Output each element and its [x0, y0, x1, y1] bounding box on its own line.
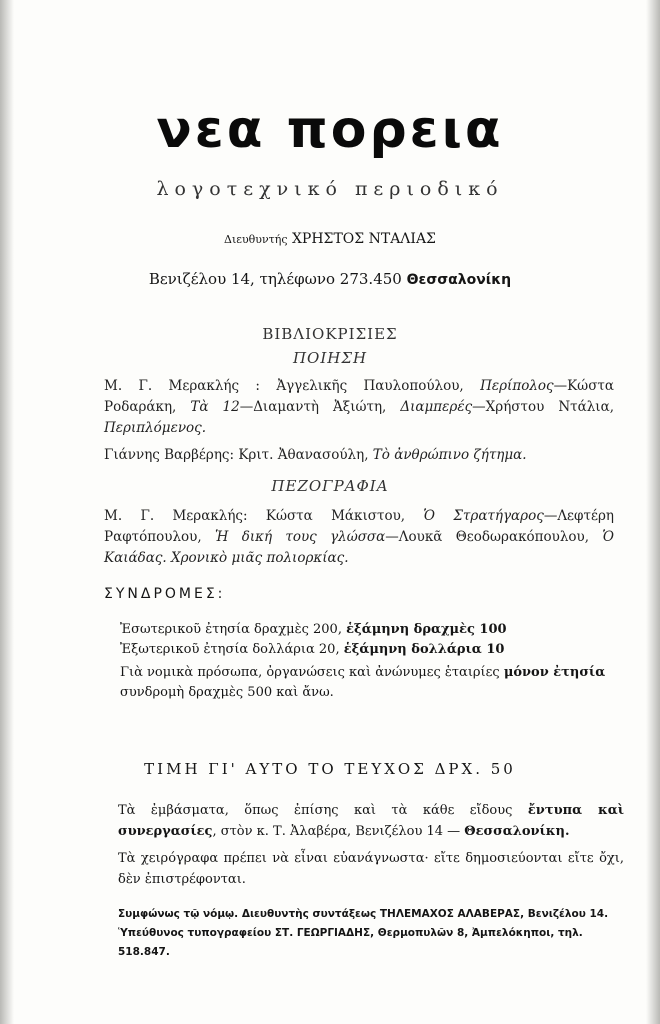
review-text: —Λουκᾶ Θεοδωρακόπουλου, — [385, 529, 603, 545]
review-text: —Χρήστου Ντάλια, — [472, 399, 614, 415]
review-text: Ἀγγελικῆς Παυλοπούλου, — [276, 378, 481, 394]
book-title: Περίπολος — [480, 378, 554, 394]
notice-text: Τὰ ἐμβάσματα, ὅπως ἐπίσης καὶ τὰ κάθε εἴδους — [118, 803, 528, 818]
issue-price: ΤΙΜΗ ΓΙ' ΑΥΤΟ ΤΟ ΤΕΥΧΟΣ ΔΡΧ. 50 — [144, 760, 516, 778]
subscription-text: συνδρομὴ δραχμὲς 500 καὶ ἄνω. — [120, 685, 334, 700]
review-text: —Κώστα Ροδαράκη, — [104, 378, 614, 415]
book-title: Περιπλόμενος. — [104, 420, 207, 436]
book-title: Τὸ ἀνθρώπινο ζήτημα. — [372, 447, 527, 463]
poetry-heading: ΠΟΙΗΣΗ — [292, 349, 368, 367]
subscription-text: Ἐσωτερικοῦ ἐτησία δραχμὲς 200, — [120, 622, 347, 637]
prose-heading: ΠΕΖΟΓΡΑΦΙΑ — [271, 477, 389, 495]
subscription-text: Γιὰ νομικὰ πρόσωπα, ὀργανώσεις καὶ ἀνώνυμες ἑταιρίες — [120, 665, 504, 680]
book-title: Τὰ 12 — [190, 399, 240, 415]
poetry-review-1 — [104, 376, 614, 439]
legal-imprint: Συμφώνως τῷ νόμῳ. Διευθυντὴς συντάξεως ΤΗΛΕΜΑΧΟΣ ΑΛΑΒΕΡΑΣ, Βενιζέλου 14. Ὑπεύθυνος τυπογραφείου ΣΤ. ΓΕΩΡΓΙΑΔΗΣ, Θερμοπυλῶν 8, Ἀμπελόκηποι, τηλ. 518.847. — [118, 908, 609, 958]
subscription-domestic — [120, 620, 620, 640]
director-name: ΧΡΗΣΤΟΣ ΝΤΑΛΙΑΣ — [291, 231, 436, 247]
director-role: Διευθυντής — [224, 233, 288, 246]
reviews-heading: ΒΙΒΛΙΟΚΡΙΣΙΕΣ — [262, 325, 398, 343]
review-text: Κώστα Μάκιστου, — [265, 508, 424, 524]
magazine-title: νεα πορεια — [156, 100, 504, 160]
address-line — [0, 270, 660, 288]
review-author: Μ. Γ. Μερακλής : — [104, 378, 277, 394]
prose-review-1 — [104, 506, 614, 569]
notice-remittances — [118, 800, 624, 842]
book-title: Ὁ Στρατήγαρος — [423, 508, 544, 524]
subscription-text-bold: μόνον ἐτησία — [503, 665, 606, 680]
review-author: Γιάννης Βαρβέρης: — [104, 447, 239, 463]
book-title: Ἡ δική τους γλώσσα — [214, 529, 386, 545]
magazine-subtitle: λογοτεχνικό περιοδικό — [156, 178, 504, 200]
notice-text-bold: Θεσσαλονίκη. — [464, 824, 570, 839]
subscription-legal-entities — [120, 663, 620, 703]
review-text: —Διαμαντὴ Ἀξιώτη, — [239, 399, 401, 415]
review-text: Κριτ. Ἀθανασούλη, — [238, 447, 373, 463]
address-city: Θεσσαλονίκη — [406, 272, 512, 288]
address-text: Βενιζέλου 14, τηλέφωνο 273.450 — [148, 270, 402, 288]
book-title: Ὁ Καιάδας. Χρονικὸ μιᾶς πολιορκίας. — [104, 529, 614, 566]
notice-text-bold: ἔντυπα καὶ συνεργασίες — [118, 803, 624, 839]
subscription-text-bold: ἑξάμηνη δραχμὲς 100 — [346, 622, 507, 637]
subscription-foreign — [120, 640, 620, 660]
review-author: Μ. Γ. Μερακλής: — [104, 508, 266, 524]
book-title: Διαμπερές — [400, 399, 473, 415]
notice-manuscripts: Τὰ χειρόγραφα πρέπει νὰ εἶναι εὐανάγνωστα· εἴτε δημοσιεύονται εἴτε ὄχι, δὲν ἐπιστρέφονται. — [118, 851, 624, 887]
notice-text: , στὸν κ. Τ. Ἀλαβέρα, Βενιζέλου 14 — — [212, 824, 465, 839]
subscription-text-bold: ἑξάμηνη δολλάρια 10 — [343, 642, 505, 657]
director-line — [0, 231, 660, 247]
poetry-review-2 — [104, 445, 614, 466]
subscriptions-heading: ΣΥΝΔΡΟΜΕΣ: — [104, 586, 226, 602]
subscription-text: Ἐξωτερικοῦ ἐτησία δολλάρια 20, — [120, 642, 344, 657]
review-text: —Λεφτέρη Ραφτόπουλου, — [104, 508, 614, 545]
